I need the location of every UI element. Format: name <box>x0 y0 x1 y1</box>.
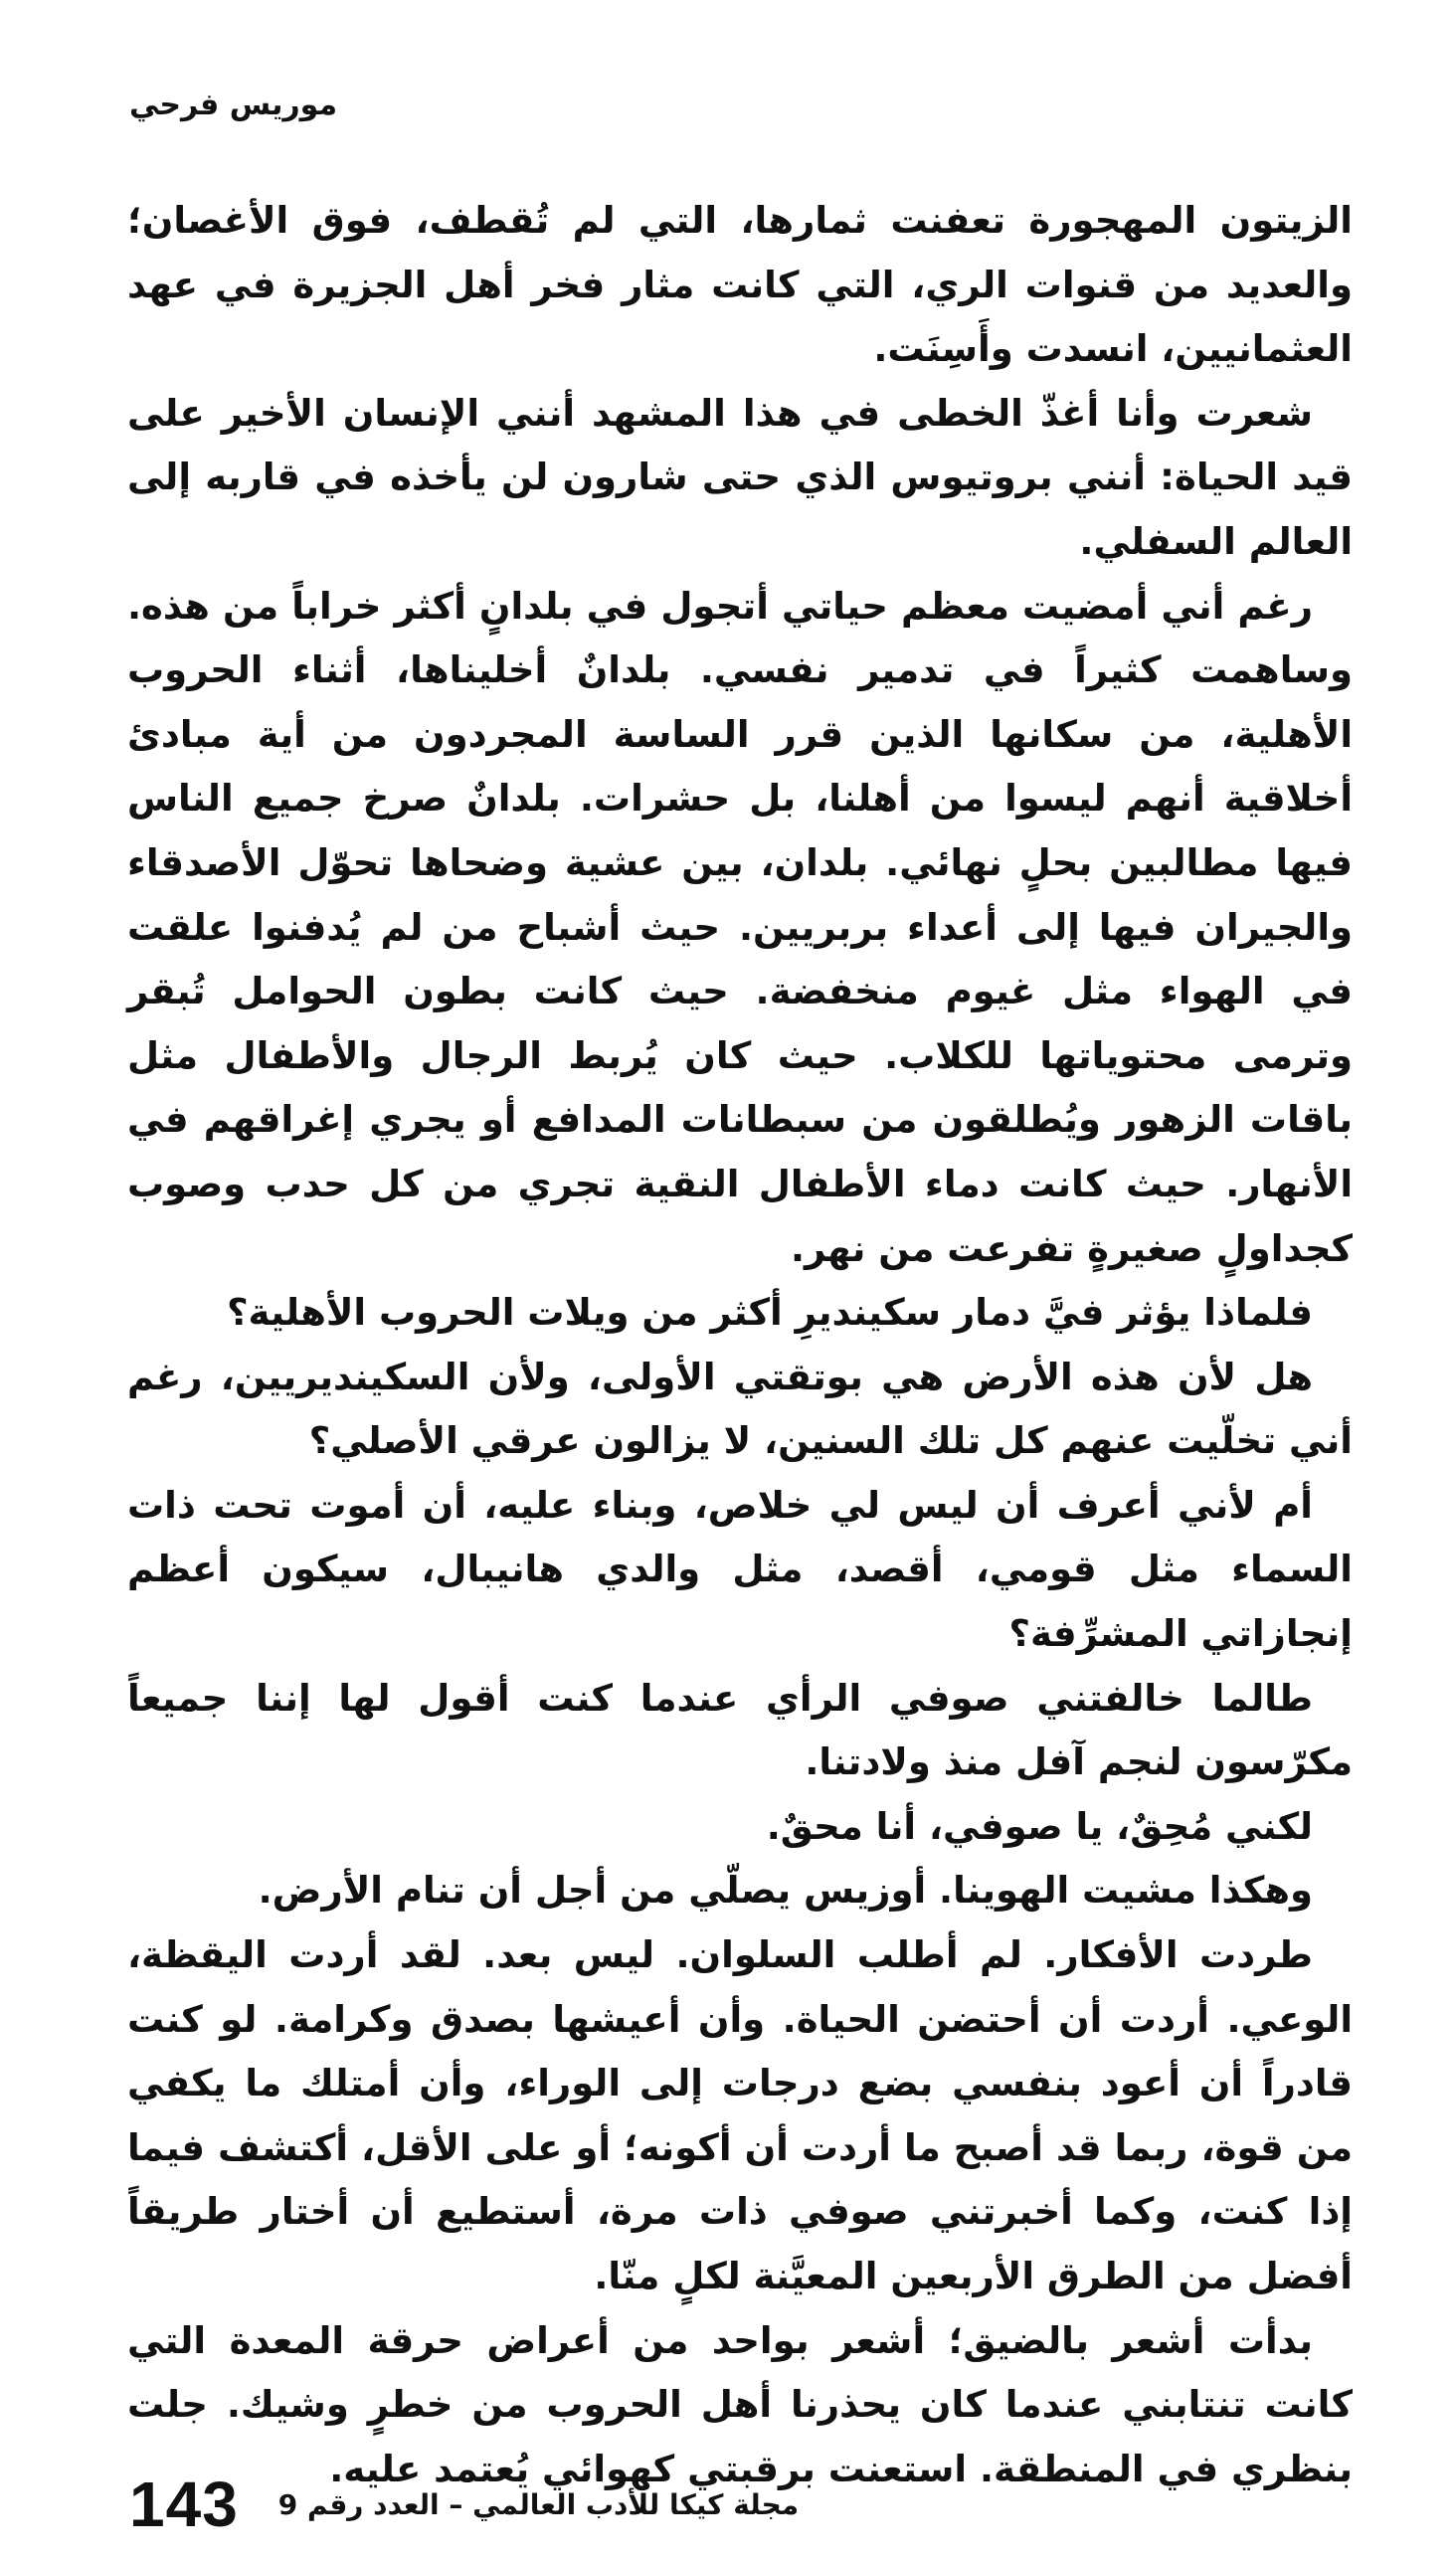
paragraph: أم لأني أعرف أن ليس لي خلاص، وبناء عليه، أن أموت تحت ذات السماء مثل قومي، أقصد، مثل والدي هانيبال، سيكون أعظم إنجازاتي المشرِّفة؟ <box>127 1483 1353 1656</box>
paragraph: رغم أني أمضيت معظم حياتي أتجول في بلدانٍ أكثر خراباً من هذه. وساهمت كثيراً في تدمير نفسي. بلدانٌ أخليناها، أثناء الحروب الأهلية، من سكانها الذين قرر الساسة المجردون من أية مبادئ أخلاقية أنهم ليسوا من أهلنا، بل حشرات. بلدانٌ صرخ جميع الناس فيها مطالبين بحلٍ نهائي. بلدان، بين عشية وضحاها تحوّل الأصدقاء والجيران فيها إلى أعداء بربريين. حيث أشباح من لم يُدفنوا علقت في الهواء مثل غيوم منخفضة. حيث كانت بطون الحوامل تُبقر وترمى محتوياتها للكلاب. حيث كان يُربط الرجال والأطفال مثل باقات الزهور ويُطلقون من سبطانات المدافع أو يجري إغراقهم في الأنهار. حيث كانت دماء الأطفال النقية تجري من كل حدب وصوب كجداولٍ صغيرةٍ تفرعت من نهر. <box>127 584 1353 1270</box>
paragraph: طردت الأفكار. لم أطلب السلوان. ليس بعد. لقد أردت اليقظة، الوعي. أردت أن أحتضن الحياة. وأن أعيشها بصدق وكرامة. لو كنت قادراً أن أعود بنفسي بضع درجات إلى الوراء، وأن أمتلك ما يكفي من قوة، ربما قد أصبح ما أردت أن أكونه؛ أو على الأقل، أكتشف فيما إذا كنت، وكما أخبرتني صوفي ذات مرة، أستطيع أن أختار طريقاً أفضل من الطرق الأربعين المعيَّنة لكلٍ منّا. <box>127 1933 1353 2297</box>
paragraph: فلماذا يؤثر فيَّ دمار سكينديرِ أكثر من ويلات الحروب الأهلية؟ <box>227 1291 1313 1335</box>
body-text <box>127 189 1353 2501</box>
paragraph: الزيتون المهجورة تعفنت ثمارها، التي لم تُقطف، فوق الأغصان؛ والعديد من قنوات الري، التي كانت مثار فخر أهل الجزيرة في عهد العثمانيين، انسدت وأَسِنَت. <box>127 199 1353 371</box>
paragraph: هل لأن هذه الأرض هي بوتقتي الأولى، ولأن السكينديريين، رغم أني تخلّيت عنهم كل تلك السنين، لا يزالون عرقي الأصلي؟ <box>127 1355 1353 1463</box>
paragraph: لكني مُحِقٌ، يا صوفي، أنا محقٌ. <box>766 1804 1313 1848</box>
journal-title: مجلة كيكا للأدب العالمي – العدد رقم 9 <box>277 2487 800 2521</box>
page-number: 143 <box>129 2468 239 2540</box>
paragraph: شعرت وأنا أغذّ الخطى في هذا المشهد أنني الإنسان الأخير على قيد الحياة: أنني بروتيوس الذي حتى شارون لن يأخذه في قاربه إلى العالم السفلي. <box>127 391 1353 563</box>
running-header-author: موريس فرحي <box>129 88 338 122</box>
paragraph: وهكذا مشيت الهوينا. أوزيس يصلّي من أجل أن تنام الأرض. <box>258 1869 1313 1913</box>
paragraph: بدأت أشعر بالضيق؛ أشعر بواحد من أعراض حرقة المعدة التي كانت تنتابني عندما كان يحذرنا أهل الحروب من خطرٍ وشيك. جلت بنظري في المنطقة. استعنت برقبتي كهوائي يُعتمد عليه. <box>127 2318 1353 2490</box>
paragraph: طالما خالفتني صوفي الرأي عندما كنت أقول لها إننا جميعاً مكرّسون لنجم آفل منذ ولادتنا. <box>127 1676 1353 1784</box>
page-footer <box>129 2465 825 2544</box>
